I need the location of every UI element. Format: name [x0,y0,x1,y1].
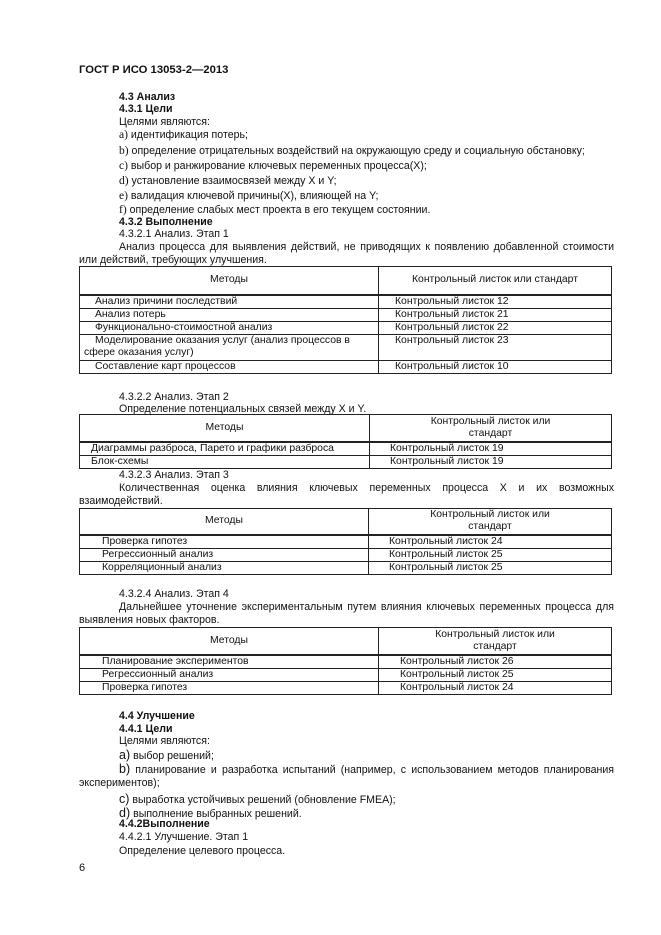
table-cell: Контрольный листок 10 [379,360,612,373]
table-cell: Проверка гипотез [80,535,369,549]
section-title: 4.3 Анализ [119,91,176,103]
column-header: Методы [80,509,369,535]
table-cell: Контрольный листок 19 [370,442,612,456]
table-cell: Корреляционный анализ [80,561,369,574]
table-cell: Контрольный листок 22 [379,321,612,334]
column-header: Контрольный листок или стандарт [379,628,612,655]
table-cell: Контрольный листок 21 [379,308,612,321]
goal-item: f) определение слабых мест проекта в его текущем состоянии. [119,204,431,216]
table-row [80,321,612,334]
table-cell: Контрольный листок 26 [379,655,612,669]
subsection-title: 4.3.2 Выполнение [119,216,213,228]
column-header: Методы [80,415,370,442]
table-row [80,535,612,549]
table-cell: Контрольный листок 24 [369,535,612,549]
table-cell: Регрессионный анализ [80,548,369,561]
table-row [80,548,612,561]
page-number: 6 [79,862,86,874]
table-row [80,334,612,360]
subsection-title: 4.3.1 Цели [119,103,173,115]
table-row [80,455,612,468]
goal-item: a) идентификация потерь; [119,129,248,141]
table-cell: Контрольный листок 25 [369,548,612,561]
column-header: Контрольный листок или стандарт [379,267,612,295]
goal-item: c) выбор и ранжирование ключевых переменных процесса(X); [119,160,427,172]
document-header: ГОСТ Р ИСО 13053-2—2013 [79,64,229,76]
column-header: Контрольный листок или стандарт [369,509,612,535]
table-cell: Контрольный листок 25 [379,668,612,681]
goal-item: d) установление взаимосвязей между X и Y; [119,175,337,187]
goal-item: d) выполнение выбранных решений. [119,806,302,820]
stage-title: 4.3.2.4 Анализ. Этап 4 [119,588,229,600]
subsection-title: 4.4.1 Цели [119,723,173,735]
table-cell: Проверка гипотез [80,681,379,694]
goal-item: e) валидация ключевой причины(X), влияющей на Y; [119,190,379,202]
table-cell: Моделирование оказания услуг (анализ процессов в сфере оказания услуг) [80,334,379,360]
section-title: 4.4 Улучшение [119,710,195,722]
goals-intro: Целями являются: [119,116,210,128]
table-row [80,308,612,321]
goal-item: a) выбор решений; [119,748,214,762]
goal-item: b) определение отрицательных воздействий на окружающую среду и социальную обстановку; [119,145,585,157]
table-cell: Контрольный листок 12 [379,295,612,309]
table-row [80,668,612,681]
column-header: Контрольный листок или стандарт [370,415,612,442]
table-row [80,360,612,373]
table-row [80,655,612,669]
stage-title: 4.4.2.1 Улучшение. Этап 1 [119,831,249,843]
table-row [80,681,612,694]
goal-item: c) выработка устойчивых решений (обновление FMEA); [119,792,396,806]
table-cell: Контрольный листок 19 [370,455,612,468]
stage-title: 4.3.2.1 Анализ. Этап 1 [119,228,229,240]
methods-table [79,266,612,374]
table-cell: Контрольный листок 23 [379,334,612,360]
methods-table [79,508,612,575]
table-cell: Функционально-стоимостной анализ [80,321,379,334]
table-cell: Составление карт процессов [80,360,379,373]
stage-title: 4.3.2.2 Анализ. Этап 2 [119,391,229,403]
table-row [80,561,612,574]
table-cell: Анализ причини последствий [80,295,379,309]
table-cell: Анализ потерь [80,308,379,321]
methods-table [79,414,612,469]
stage-title: 4.3.2.3 Анализ. Этап 3 [119,469,229,481]
stage-description: Анализ процесса для выявления действий, не приводящих к появлению добавленной стоимости или действий, требующих улучшения. [79,241,614,266]
goal-item: b) планирование и разработка испытаний (например, с использованием методов планирования экспериментов); [79,762,614,789]
goals-intro: Целями являются: [119,735,210,747]
table-cell: Планирование экспериментов [80,655,379,669]
column-header: Методы [80,628,379,655]
table-row [80,295,612,309]
table-cell: Контрольный листок 24 [379,681,612,694]
table-cell: Диаграммы разброса, Парето и графики разброса [80,442,370,456]
methods-table [79,627,612,695]
stage-description: Количественная оценка влияния ключевых переменных процесса X и их возможных взаимодействий. [79,482,614,507]
stage-description: Определение потенциальных связей между X и Y. [119,403,367,415]
table-cell: Контрольный листок 25 [369,561,612,574]
stage-description: Определение целевого процесса. [119,845,286,857]
subsection-title: 4.4.2Выполнение [119,818,210,830]
column-header: Методы [80,267,379,295]
table-cell: Регрессионный анализ [80,668,379,681]
table-row [80,442,612,456]
table-cell: Блок-схемы [80,455,370,468]
stage-description: Дальнейшее уточнение экспериментальным путем влияния ключевых переменных процесса для выявления новых факторов. [79,601,614,626]
